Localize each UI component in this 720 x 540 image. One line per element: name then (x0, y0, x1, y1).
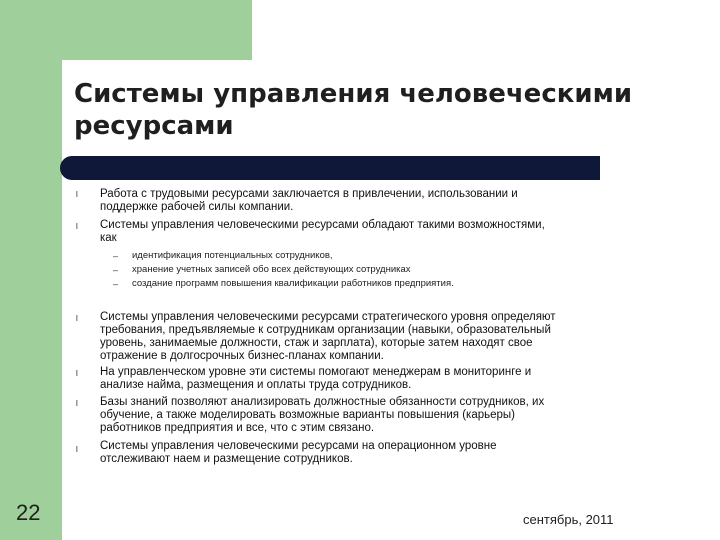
bullet-line: На управленческом уровне эти системы помогают менеджерам в мониторинге и (100, 366, 532, 378)
bullet-line: Базы знаний позволяют анализировать должностные обязанности сотрудников, их (100, 396, 545, 408)
bullet-marker: l (76, 314, 78, 323)
sub-item: хранение учетных записей обо всех действующих сотрудниках (132, 264, 411, 275)
sub-item: создание программ повышения квалификации работников предприятия. (132, 278, 454, 289)
bullet-line: Работа с трудовыми ресурсами заключается в привлечении, использовании и (100, 188, 518, 200)
bullet-item (100, 440, 660, 466)
sub-bullet-dash: – (113, 251, 119, 261)
slide-date: сентябрь, 2011 (523, 512, 614, 527)
bullet-line: требования, предъявляемые к сотрудникам организации (навыки, образовательный (100, 324, 551, 336)
bullet-item (100, 366, 660, 392)
bullet-item (100, 311, 660, 363)
bullet-item (100, 219, 660, 245)
bullet-line: поддержке рабочей силы компании. (100, 201, 294, 213)
bullet-line: Системы управления человеческими ресурсами обладают такими возможностями, (100, 219, 545, 231)
bullet-line: анализе найма, размещения и оплаты труда сотрудников. (100, 379, 412, 391)
bullet-line: отслеживают наем и размещение сотрудников. (100, 453, 353, 465)
sub-item: идентификация потенциальных сотрудников, (132, 250, 333, 261)
sub-bullet-dash: – (113, 279, 119, 289)
bullet-line: как (100, 232, 117, 244)
bullet-marker: l (76, 369, 78, 378)
bullet-marker: l (76, 445, 78, 454)
slide-title: Системы управления человеческими ресурсами (74, 79, 633, 141)
bullet-marker: l (76, 399, 78, 408)
page-number: 22 (16, 500, 41, 525)
bullet-item (100, 396, 660, 435)
bullet-line: отражение в долгосрочных бизнес-планах компании. (100, 350, 384, 362)
bullet-marker: l (76, 222, 78, 231)
bullet-line: уровень, занимаемые должности, стаж и зарплата), которые затем находят свое (100, 337, 533, 349)
bullet-line: работников предприятия и все, что с этим связано. (100, 422, 375, 434)
bullet-marker: l (76, 190, 78, 199)
bullet-line: Системы управления человеческими ресурсами стратегического уровня определяют (100, 311, 556, 323)
bullet-line: Системы управления человеческими ресурсами на операционном уровне (100, 440, 497, 452)
bullet-item (100, 188, 660, 214)
sub-bullet-dash: – (113, 265, 119, 275)
bullet-line: обучение, а также моделировать возможные варианты повышения (карьеры) (100, 409, 516, 421)
